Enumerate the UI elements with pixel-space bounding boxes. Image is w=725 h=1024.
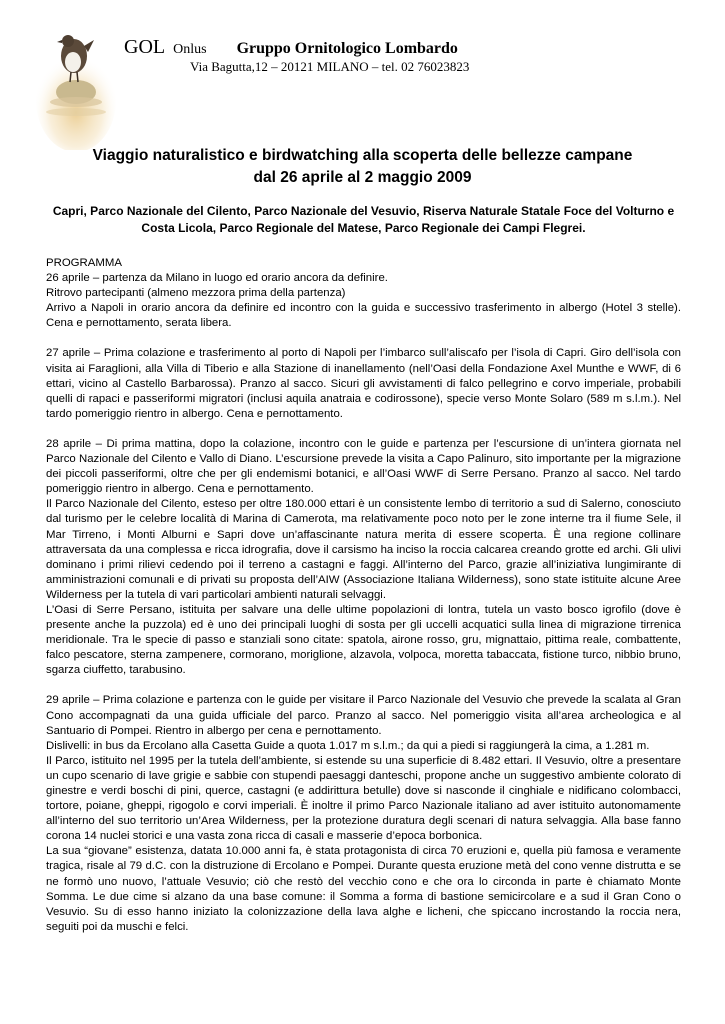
vesuvio-history-paragraph: La sua “giovane” esistenza, datata 10.000 anni fa, è stata protagonista di circa 70 eruzioni e, quella più famosa e veramente tragica, risale al 79 d.C. con la distruzione di Ercolano e Pompei. Durante questa eruzione metà del cono venne distrutta e se ne formò uno nuovo, l’attuale Vesuvio; ciò che restò del vecchio cono e che ora lo circonda in parte è chiamato Monte Somma. Le due cime si alzano da una base comune: il Somma a forma di bastione semicircolare e a sud il Gran Cono o Vesuvio. Su di esso hanno iniziato la colonizzazione della lava alghe e licheni, che spiccano incrostando la roccia nera, seguiti poi da muschi e felci. bbox=[46, 845, 681, 933]
gol-logo bbox=[36, 20, 116, 150]
paragraph-gap bbox=[46, 331, 681, 346]
document-title bbox=[0, 145, 725, 189]
title-line-2: dal 26 aprile al 2 maggio 2009 bbox=[253, 169, 472, 186]
day26-line-2: Ritrovo partecipanti (almeno mezzora prima della partenza) bbox=[46, 287, 346, 300]
paragraph-gap bbox=[46, 422, 681, 437]
org-header bbox=[124, 36, 458, 59]
serre-persano-paragraph: L’Oasi di Serre Persano, istituita per salvare una delle ultime popolazioni di lontra, tutela un vasto bosco igrofilo (dove è presente anche la puzzola) ed è uno dei principali luoghi di sosta per gli uccelli acquatici sulla linea di migrazione tirrenica meridionale. Tra le specie di passo e stanziali sono citate: spatola, airone rosso, gru, mignattaio, pittima reale, combattente, falco pescatore, sterna zampenere, cormorano, moriglione, alzavola, volpoca, moretta tabaccata, fistione turco, nibbio bruno, sgarza ciuffetto, tarabusino. bbox=[46, 603, 681, 677]
vesuvio-park-paragraph: Il Parco, istituito nel 1995 per la tutela dell’ambiente, si estende su una superficie di 8.482 ettari. Il Vesuvio, oltre a presentare un cupo scenario di lave grigie e sabbie con stupendi paesaggi danteschi, propone anche un suggestivo ambiente colorato di ginestre e verdi boschi di pini, querce, castagni (e addirittura betulle) dove si nasconde il cinghiale e nidificano colombacci, tortore, poiane, gheppi, rigogolo e corvi imperiali. È inoltre il primo Parco Nazionale italiano ad aver istituito autonomamente all’interno del suo territorio un’Area Wilderness, per la protezione duratura degli scenari di natura selvaggia. Alla base fanno corona 14 nuclei storici e una vasta zona ricca di casali e masserie d’epoca borbonica. bbox=[46, 754, 681, 843]
org-acronym: GOL bbox=[124, 36, 166, 58]
org-name: Gruppo Ornitologico Lombardo bbox=[236, 40, 458, 57]
title-line-1: Viaggio naturalistico e birdwatching alla scoperta delle bellezze campane bbox=[92, 147, 633, 164]
day28-paragraph: 28 aprile – Di prima mattina, dopo la colazione, incontro con le guide e partenza per l’escursione di un’intera giornata nel Parco Nazionale del Cilento e Vallo di Diano. L’escursione prevede la visita a Capo Palinuro, sito importante per la migrazione dei piccoli passeriformi, oltre che per gli endemismi botanici, e all’Oasi WWF di Serre Persano. Pranzo al sacco. Nel tardo pomeriggio rientro in albergo. Cena e pernottamento. bbox=[46, 437, 681, 496]
program-heading: PROGRAMMA bbox=[46, 257, 122, 269]
org-address: Via Bagutta,12 – 20121 MILANO – tel. 02 76023823 bbox=[190, 59, 470, 74]
day26-line-3: Arrivo a Napoli in orario ancora da definire ed incontro con la guida e successivo trasferimento in albergo (Hotel 3 stelle). Cena e pernottamento, serata libera. bbox=[46, 302, 681, 330]
places-list: Capri, Parco Nazionale del Cilento, Parco Nazionale del Vesuvio, Riserva Naturale Statale Foce del Volturno e Costa Licola, Parco Regionale del Matese, Parco Regionale dei Campi Flegrei. bbox=[52, 204, 675, 235]
day26-line-1: 26 aprile – partenza da Milano in luogo ed orario ancora da definire. bbox=[46, 272, 388, 285]
program-body bbox=[46, 256, 681, 935]
day29-paragraph: 29 aprile – Prima colazione e partenza con le guide per visitare il Parco Nazionale del Vesuvio che prevede la scalata al Gran Cono accompagnati da una guida ufficiale del parco. Pranzo al sacco. Nel pomeriggio visita all’area archeologica e al Santuario di Pompei. Rientro in albergo per cena e pernottamento. bbox=[46, 694, 681, 737]
org-suffix: Onlus bbox=[173, 42, 207, 57]
paragraph-gap bbox=[46, 678, 681, 693]
cilento-paragraph: Il Parco Nazionale del Cilento, esteso per oltre 180.000 ettari è un consistente lembo di territorio a sud di Salerno, conosciuto dal turismo per le celebre località di Marina di Camerota, ma relativamente poco noto per le zone interne tra il fiume Sele, il Mar Tirreno, i Monti Alburni e Sapri dove un’affascinante natura merita di essere scoperta. È una regione collinare attraversata da una complessa e ricca idrografia, dove il carsismo ha inciso la roccia calcarea creando grotte ed archi. Gli ulivi dominano i primi rilievi cedendo poi il terreno a castagni e faggi. All’interno del Parco, grazie all’iniziativa lungimirante di amministrazioni comunali e di privati su proposta dell’AIW (Associazione Italiana Wilderness), sono state istituite alcune Aree Wilderness per la tutela di vari particolari ambienti naturali selvaggi. bbox=[46, 498, 681, 601]
dislivelli-paragraph: Dislivelli: in bus da Ercolano alla Casetta Guide a quota 1.017 m s.l.m.; da qui a piedi si raggiungerà la cima, a 1.281 m. bbox=[46, 739, 650, 752]
day27-paragraph: 27 aprile – Prima colazione e trasferimento al porto di Napoli per l’imbarco sull’aliscafo per l’isola di Capri. Giro dell’isola con visita ai Faraglioni, alla Villa di Tiberio e alla Stazione di inanellamento (nell’Oasi della Fondazione Axel Munthe e WWF, di 6 ettari, vicino al Castello Barbarossa). Pranzo al sacco. Sicuri gli avvistamenti di falco pellegrino e corvo imperiale, probabili quelli di rapaci e passeriformi migratori (inclusi aquila anatraia e codirossone), specie verso Monte Solaro (589 m s.l.m.). Nel tardo pomeriggio rientro in albergo. Cena e pernottamento. bbox=[46, 347, 681, 420]
